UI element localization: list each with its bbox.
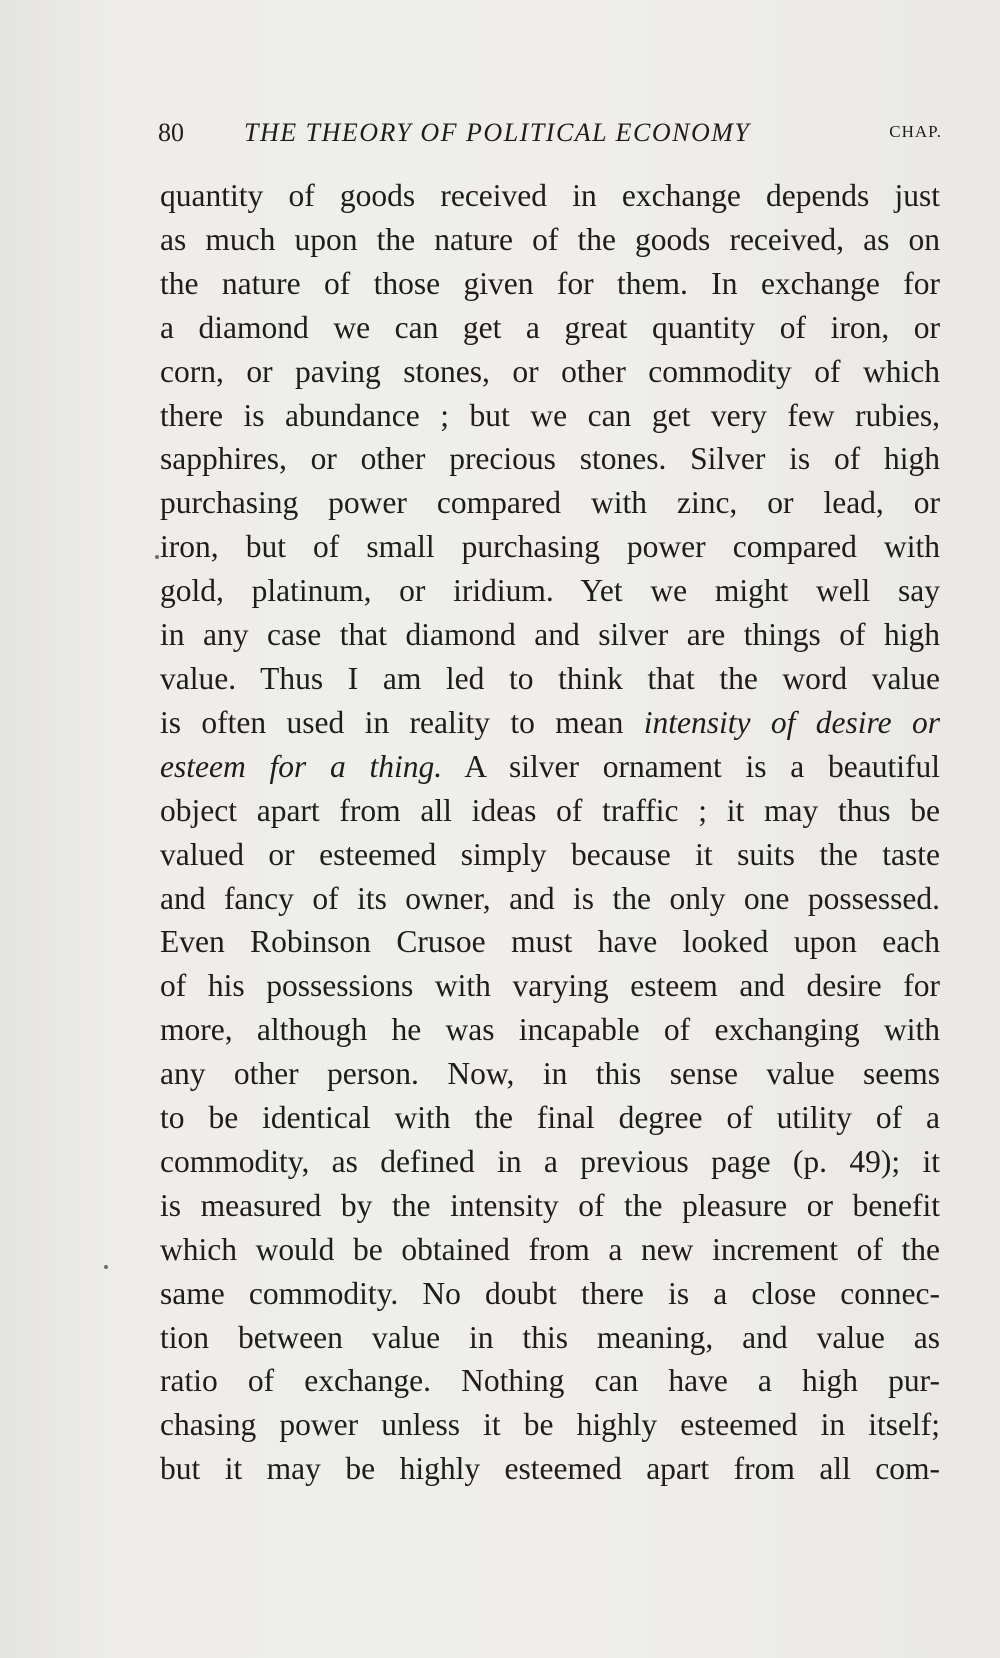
text-line: tion between value in this meaning, and value as: [160, 1319, 940, 1355]
text-line: iron, but of small purchasing power compared with: [160, 529, 940, 565]
text-line: more, although he was incapable of exchanging with: [160, 1012, 940, 1048]
running-title: THE THEORY OF POLITICAL ECONOMY: [244, 118, 751, 147]
text-line: to be identical with the final degree of utility of a: [160, 1100, 940, 1136]
italic-emphasis: intensity of desire or: [643, 704, 940, 740]
text-line: is measured by the intensity of the pleasure or benefit: [160, 1187, 940, 1223]
text-line: chasing power unless it be highly esteemed in itself;: [160, 1407, 940, 1443]
paper-speck: [104, 1265, 108, 1269]
text-line: the nature of those given for them. In exchange for: [160, 265, 940, 301]
page-header: [158, 118, 948, 158]
text-line: gold, platinum, or iridium. Yet we might well say: [160, 573, 940, 609]
text-line: same commodity. No doubt there is a close connec-: [160, 1275, 940, 1311]
text-line: purchasing power compared with zinc, or lead, or: [160, 485, 940, 521]
text-line: object apart from all ideas of traffic ; it may thus be: [160, 792, 940, 828]
text-line: as much upon the nature of the goods received, as on: [160, 221, 940, 257]
text-line: commodity, as defined in a previous page (p. 49); it: [160, 1143, 940, 1179]
text-line: in any case that diamond and silver are things of high: [160, 617, 940, 653]
text-line: esteem for a thing. A silver ornament is a beautiful: [160, 748, 940, 784]
text-line: but it may be highly esteemed apart from all com-: [160, 1451, 940, 1487]
text-line: which would be obtained from a new increment of the: [160, 1231, 940, 1267]
text-line: corn, or paving stones, or other commodity of which: [160, 353, 940, 389]
text-line: there is abundance ; but we can get very few rubies,: [160, 397, 940, 433]
page-number: 80: [158, 118, 184, 147]
paper-speck: [155, 555, 159, 559]
text-line: any other person. Now, in this sense value seems: [160, 1056, 940, 1092]
text-line: is often used in reality to mean intensity of desire or: [160, 704, 940, 740]
text-line: and fancy of its owner, and is the only one possessed.: [160, 880, 940, 916]
text-line: a diamond we can get a great quantity of iron, or: [160, 309, 940, 345]
text-line: Even Robinson Crusoe must have looked upon each: [160, 924, 940, 960]
text-line: sapphires, or other precious stones. Silver is of high: [160, 441, 940, 477]
chapter-label: CHAP.: [889, 122, 942, 141]
text-line: valued or esteemed simply because it suits the taste: [160, 836, 940, 872]
body-text: [160, 174, 940, 1491]
text-line: quantity of goods received in exchange depends just: [160, 178, 940, 213]
text-line: value. Thus I am led to think that the word value: [160, 660, 940, 696]
text-line: ratio of exchange. Nothing can have a high pur-: [160, 1363, 940, 1399]
text-line: of his possessions with varying esteem and desire for: [160, 968, 940, 1004]
italic-emphasis: esteem for a thing.: [160, 748, 443, 784]
